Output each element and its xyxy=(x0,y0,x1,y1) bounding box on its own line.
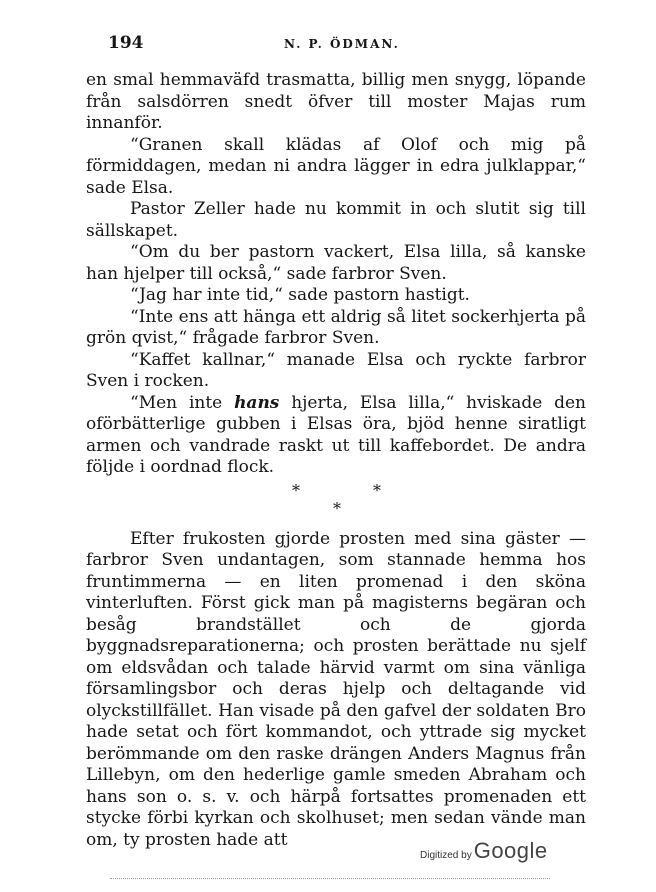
digitized-watermark xyxy=(420,838,548,864)
paragraph: “Om du ber pastorn vackert, Elsa lilla, så kanske han hjelper till också,“ sade farbror Sven. xyxy=(86,242,586,284)
paragraph: Pastor Zeller hade nu kommit in och slutit sig till sällskapet. xyxy=(86,199,586,241)
section-break xyxy=(86,479,586,523)
asterisk: * xyxy=(333,498,341,518)
paragraph: Efter frukosten gjorde prosten med sina gäster — farbror Sven undantagen, som stannade hemma hos fruntimmerna — en liten promenad i den sköna vinterluften. Först gick man på magisterns begäran och besåg brandstället och de gjorda byggnadsreparationerna; och prosten berättade nu sjelf om eldsvådan och talade härvid varmt om sina vänliga församlingsbor och deras hjelp och deltagande vid olyckstillfället. Han visade på den gafvel der soldaten Bro hade setat och fört kommandot, och yttrade sig mycket berömmande om den raske drängen Anders Magnus från Lillebyn, om den hederlige gamle smeden Abraham och hans son o. s. v. och härpå fortsattes promenaden ett stycke förbi kyrkan och skolhuset; men sedan vände man om, ty prosten hade att xyxy=(86,528,586,850)
asterisk: * xyxy=(373,480,381,500)
paragraph-text: “Men inte xyxy=(130,392,235,413)
paragraph: “Inte ens att hänga ett aldrig så litet sockerhjerta på grön qvist,“ frågade farbror Sven. xyxy=(86,306,586,348)
paragraph: “Kaffet kallnar,“ manade Elsa och ryckte farbror Sven i rocken. xyxy=(86,349,586,391)
emphasized-word: hans xyxy=(234,392,280,413)
google-logo: Google xyxy=(473,838,548,863)
asterisk: * xyxy=(292,480,300,500)
paragraph: “Jag har inte tid,“ sade pastorn hastigt. xyxy=(130,285,470,305)
body-text xyxy=(86,70,586,851)
scan-artifact xyxy=(110,878,550,883)
paragraph-text: hjerta, Elsa lilla,“ hviskade den oförbätterlige gubben i Elsas öra, bjöd henne siratligt armen och vandrade raskt ut till kaffebordet. De andra följde i oordnad flock. xyxy=(86,392,586,477)
page-header xyxy=(86,33,586,57)
paragraph: en smal hemmaväfd trasmatta, billig men snygg, löpande från salsdörren snedt öfver till moster Majas rum innanför. xyxy=(86,70,586,133)
running-head: N. P. ÖDMAN. xyxy=(284,37,400,51)
page-number: 194 xyxy=(108,33,144,53)
digitized-label: Digitized by xyxy=(420,850,472,861)
paragraph xyxy=(86,393,586,479)
paragraph: “Granen skall klädas af Olof och mig på förmiddagen, medan ni andra lägger in edra julklappar,“ sade Elsa. xyxy=(86,134,586,198)
